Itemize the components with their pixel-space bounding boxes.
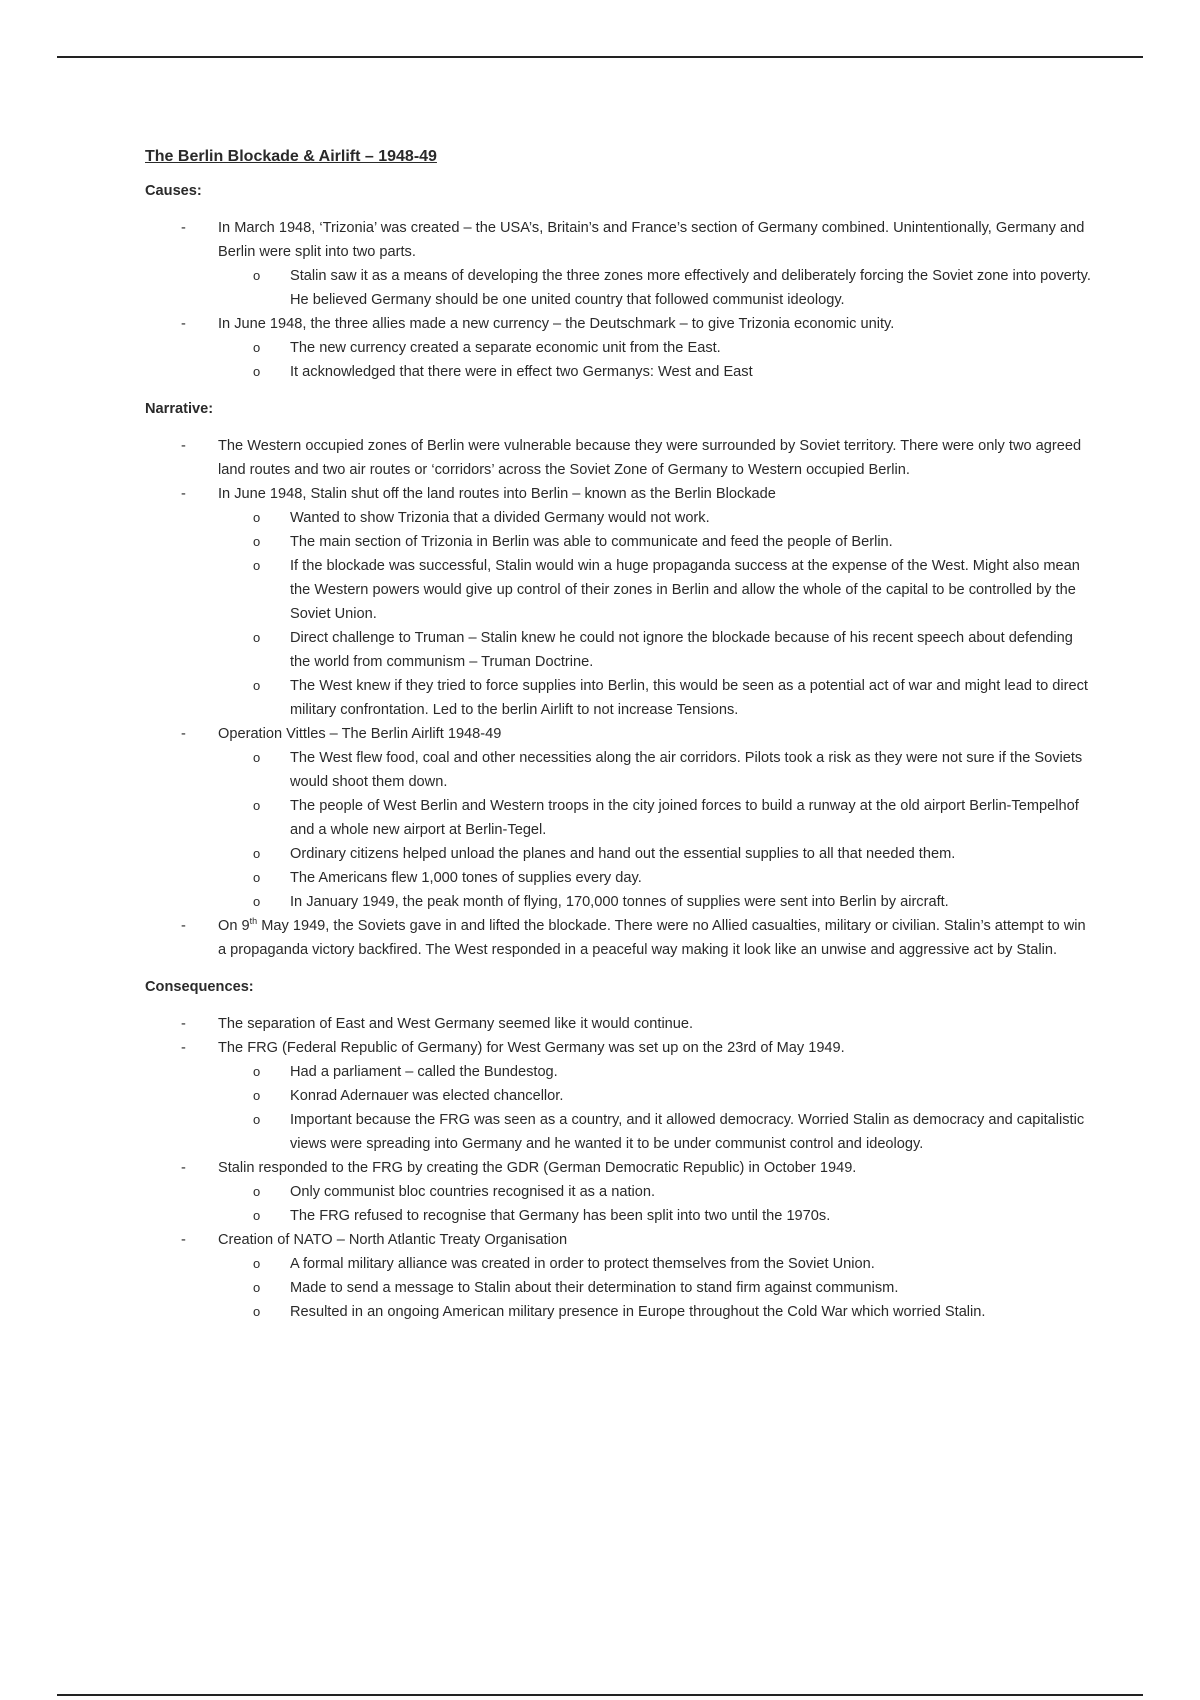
sub-list-item (145, 336, 1095, 360)
sub-list-item-text: Only communist bloc countries recognised it as a nation. (290, 1184, 656, 1200)
sub-bullet-marker: o (253, 1256, 261, 1271)
list-item (145, 434, 1095, 482)
consequences-heading: Consequences: (145, 979, 254, 995)
list-item (145, 722, 1095, 746)
sub-bullet-marker: o (253, 1088, 261, 1103)
sub-bullet-marker: o (253, 1280, 261, 1295)
sub-bullet-marker: o (253, 534, 261, 549)
document-body (145, 146, 1095, 1324)
causes-heading: Causes: (145, 183, 202, 199)
sub-list-item (145, 1084, 1095, 1108)
final-text-sup: th (249, 916, 258, 927)
sub-list-item-text: The West knew if they tried to force supplies into Berlin, this would be seen as a potential act of war and might lead to direct military confrontation. Led to the berlin Airlift to not increase Tensions. (290, 678, 1088, 718)
sub-list-item (145, 842, 1095, 866)
sub-list-item-text: Konrad Adernauer was elected chancellor. (290, 1088, 564, 1104)
sub-list-item-text: The people of West Berlin and Western troops in the city joined forces to build a runway at the old airport Berlin-Tempelhof and a whole new airport at Berlin-Tegel. (290, 798, 1079, 838)
sub-list-item (145, 506, 1095, 530)
sub-list-item (145, 746, 1095, 794)
sub-bullet-marker: o (253, 894, 261, 909)
list-item (145, 1228, 1095, 1252)
sub-bullet-marker: o (253, 798, 261, 813)
sub-list-item-text: Ordinary citizens helped unload the planes and hand out the essential supplies to all that needed them. (290, 846, 956, 862)
sub-list-item-text: Stalin saw it as a means of developing the three zones more effectively and deliberately forcing the Soviet zone into poverty. He believed Germany should be one united country that followed communist ideology. (290, 268, 1091, 308)
list-item-text: In March 1948, ‘Trizonia’ was created – the USA’s, Britain’s and France’s section of Germany combined. Unintentionally, Germany and Berlin were split into two parts. (218, 220, 1085, 260)
sub-bullet-marker: o (253, 1184, 261, 1199)
list-item-text: Operation Vittles – The Berlin Airlift 1948-49 (218, 726, 502, 742)
sub-bullet-marker: o (253, 846, 261, 861)
list-item (145, 1036, 1095, 1060)
sub-bullet-marker: o (253, 630, 261, 645)
narrative-final-list (145, 914, 1095, 962)
sub-list-item (145, 866, 1095, 890)
sub-list-item (145, 1276, 1095, 1300)
sub-list-item-text: If the blockade was successful, Stalin would win a huge propaganda success at the expense of the West. Might also mean the Western powers would give up control of their zones in Berlin and allow the whole of the capital to be controlled by the Soviet Union. (290, 558, 1080, 622)
sub-list-item-text: Direct challenge to Truman – Stalin knew he could not ignore the blockade because of his recent speech about defending the world from communism – Truman Doctrine. (290, 630, 1073, 670)
sub-bullet-marker: o (253, 870, 261, 885)
bullet-marker: - (181, 918, 186, 934)
sub-bullet-marker: o (253, 750, 261, 765)
sub-bullet-marker: o (253, 364, 261, 379)
list-item (145, 1012, 1095, 1036)
list-item (145, 216, 1095, 264)
consequences-list (145, 1012, 1095, 1324)
list-item-text: The FRG (Federal Republic of Germany) for West Germany was set up on the 23rd of May 1949. (218, 1040, 845, 1056)
sub-bullet-marker: o (253, 678, 261, 693)
document-title: The Berlin Blockade & Airlift – 1948-49 (145, 148, 437, 165)
sub-list-item (145, 264, 1095, 312)
list-item-text: Stalin responded to the FRG by creating the GDR (German Democratic Republic) in October 1949. (218, 1160, 857, 1176)
narrative-final-text (218, 918, 1086, 958)
sub-list-item-text: The West flew food, coal and other necessities along the air corridors. Pilots took a risk as they were not sure if the Soviets would shoot them down. (290, 750, 1083, 790)
list-item-text: In June 1948, the three allies made a new currency – the Deutschmark – to give Trizonia economic unity. (218, 316, 895, 332)
bullet-marker: - (181, 1160, 186, 1176)
sub-list-item-text: It acknowledged that there were in effect two Germanys: West and East (290, 364, 753, 380)
list-item (145, 312, 1095, 336)
bullet-marker: - (181, 726, 186, 742)
final-text-pre: On 9 (218, 918, 250, 934)
sub-bullet-marker: o (253, 268, 261, 283)
sub-list-item (145, 1108, 1095, 1156)
sub-list-item-text: In January 1949, the peak month of flying, 170,000 tonnes of supplies were sent into Berlin by aircraft. (290, 894, 949, 910)
bullet-marker: - (181, 438, 186, 454)
bullet-marker: - (181, 316, 186, 332)
sub-list-item (145, 1180, 1095, 1204)
list-item-text: The Western occupied zones of Berlin were vulnerable because they were surrounded by Soviet territory. There were only two agreed land routes and two air routes or ‘corridors’ across the Soviet Zone of Germany to Western occupied Berlin. (218, 438, 1082, 478)
narrative-heading: Narrative: (145, 401, 214, 417)
sub-bullet-marker: o (253, 1304, 261, 1319)
list-item (145, 914, 1095, 962)
sub-list-item (145, 1060, 1095, 1084)
bullet-marker: - (181, 1232, 186, 1248)
sub-list-item-text: Important because the FRG was seen as a country, and it allowed democracy. Worried Stalin as democracy and capitalistic views were spreading into Germany and he wanted it to be under communist control and ideology. (290, 1112, 1085, 1152)
sub-bullet-marker: o (253, 340, 261, 355)
sub-list-item (145, 794, 1095, 842)
sub-list-item-text: A formal military alliance was created in order to protect themselves from the Soviet Union. (290, 1256, 875, 1272)
sub-list-item (145, 1204, 1095, 1228)
sub-list-item (145, 890, 1095, 914)
bullet-marker: - (181, 220, 186, 236)
sub-list-item-text: The main section of Trizonia in Berlin was able to communicate and feed the people of Berlin. (290, 534, 893, 550)
sub-list-item (145, 1252, 1095, 1276)
sub-list-item (145, 626, 1095, 674)
sub-list-item (145, 530, 1095, 554)
sub-list-item-text: The Americans flew 1,000 tones of supplies every day. (290, 870, 642, 886)
sub-list-item (145, 1300, 1095, 1324)
narrative-list (145, 434, 1095, 914)
sub-list-item-text: Had a parliament – called the Bundestog. (290, 1064, 558, 1080)
sub-list-item (145, 554, 1095, 626)
bullet-marker: - (181, 486, 186, 502)
sub-bullet-marker: o (253, 1064, 261, 1079)
list-item-text: Creation of NATO – North Atlantic Treaty Organisation (218, 1232, 568, 1248)
sub-bullet-marker: o (253, 1208, 261, 1223)
sub-bullet-marker: o (253, 558, 261, 573)
list-item-text: In June 1948, Stalin shut off the land routes into Berlin – known as the Berlin Blockade (218, 486, 776, 502)
sub-list-item-text: Resulted in an ongoing American military presence in Europe throughout the Cold War which worried Stalin. (290, 1304, 986, 1320)
final-text-post: May 1949, the Soviets gave in and lifted the blockade. There were no Allied casualties, military or civilian. Stalin’s attempt to win a propaganda victory backfired. The West responded in a peaceful way making it look like an unwise and aggressive act by Stalin. (218, 918, 1086, 958)
list-item-text: The separation of East and West Germany seemed like it would continue. (218, 1016, 694, 1032)
list-item (145, 1156, 1095, 1180)
sub-list-item-text: The new currency created a separate economic unit from the East. (290, 340, 721, 356)
bullet-marker: - (181, 1040, 186, 1056)
footer-rule (57, 1694, 1143, 1696)
sub-bullet-marker: o (253, 1112, 261, 1127)
header-rule (57, 56, 1143, 58)
sub-list-item (145, 360, 1095, 384)
sub-bullet-marker: o (253, 510, 261, 525)
sub-list-item-text: Made to send a message to Stalin about their determination to stand firm against communism. (290, 1280, 899, 1296)
sub-list-item-text: The FRG refused to recognise that Germany has been split into two until the 1970s. (290, 1208, 831, 1224)
sub-list-item-text: Wanted to show Trizonia that a divided Germany would not work. (290, 510, 710, 526)
bullet-marker: - (181, 1016, 186, 1032)
sub-list-item (145, 674, 1095, 722)
list-item (145, 482, 1095, 506)
causes-list (145, 216, 1095, 384)
